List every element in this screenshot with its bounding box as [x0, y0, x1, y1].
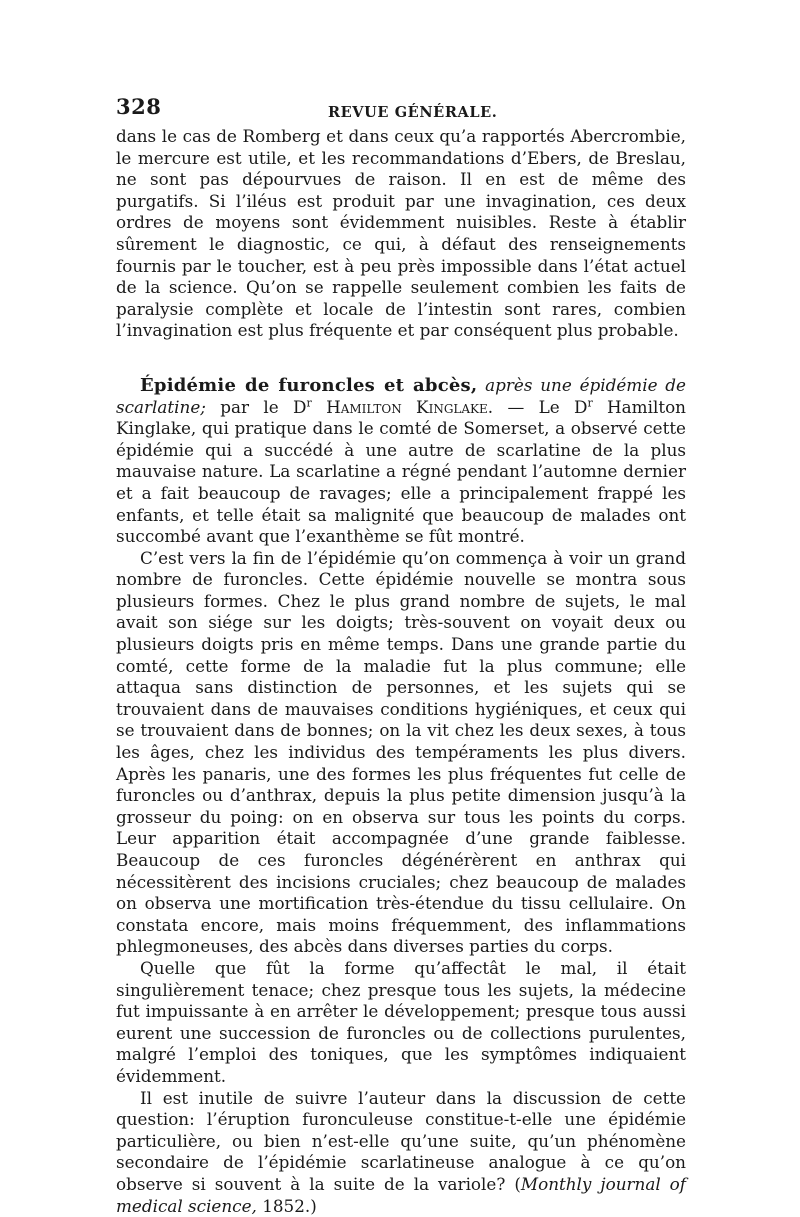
paragraph-continuation: dans le cas de Romberg et dans ceux qu’a rapportés Abercrombie, le mercure est utile, et les recommandations d’Ebers, de Breslau, ne sont pas dépourvues de raison. Il en est de même des purgatifs. Si l’iléus est produit par une invagination, ces deux ordres de moyens sont évidemment nuisibles. Reste à établir sûrement le diagnostic, ce qui, à défaut des renseignements fournis par le toucher, est à peu près impossible dans l’état actuel de la science. Qu’on se rappelle seulement combien les faits de paralysie complète et locale de l’intestin sont rares, combien l’invagination est plus fréquente et par conséquent plus probable. [116, 126, 686, 341]
page-body [116, 96, 686, 1217]
lead-dr-sup: r [587, 395, 593, 409]
paragraph-tenacity: Quelle que fût la forme qu’affectât le mal, il était singulièrement tenace; chez presque tous les sujets, la médecine fut impuissante à en arrêter le développement; presque tous aussi eurent une succession de furoncles ou de collections purulentes, malgré l’emploi des toniques, que les symptômes indiquaient évidemment. [116, 957, 686, 1086]
article-lead-text: Hamilton Kinglake, qui pratique dans le comté de Somerset, a observé cette épidémie qui a succédé à une autre de scarlatine de la plus mauvaise nature. La scarlatine a régné pendant l’automne dernier et a fait beaucoup de ravages; elle a principalement frappé les enfants, et telle était sa malignité que beaucoup de malades ont succombé avant que l’exanthème se fût montré. [116, 396, 686, 547]
running-title: REVUE GÉNÉRALE. [328, 104, 498, 121]
paragraph-conclusion [116, 1088, 686, 1217]
conclusion-text: Il est inutile de suivre l’auteur dans la discussion de cette question: l’éruption furonculeuse constitue-t-elle une épidémie particulière, ou bien n’est-elle qu’une suite, qu’un phénomène secondaire de l’épidémie scarlatineuse analogue à ce qu’on observe si souvent à la suite de la variole? [116, 1087, 686, 1194]
section-gap [116, 342, 686, 375]
lead-dr: Le D [538, 396, 588, 417]
byline-dr-sup: r [306, 395, 312, 409]
citation-journal: Monthly journal of medical science, [116, 1173, 687, 1216]
byline-prefix: par le D [220, 396, 307, 417]
article-title: Épidémie de furoncles et abcès, [140, 374, 478, 396]
em-dash: — [507, 396, 525, 417]
running-header [116, 96, 686, 126]
article-opening [116, 375, 686, 548]
author-name: Hamilton Kinglake. [326, 396, 494, 417]
page-number: 328 [116, 94, 162, 119]
paragraph-furoncles: C’est vers la fin de l’épidémie qu’on commença à voir un grand nombre de furoncles. Cette épidémie nouvelle se montra sous plusieurs formes. Chez le plus grand nombre de sujets, le mal avait son siége sur les doigts; très-souvent on voyait deux ou plusieurs doigts pris en même temps. Dans une grande partie du comté, cette forme de la maladie fut la plus commune; elle attaqua sans distinction de personnes, et les sujets qui se trouvaient dans de mauvaises conditions hygiéniques, et ceux qui se trouvaient dans de bonnes; on la vit chez les deux sexes, à tous les âges, chez les individus des tempéraments les plus divers. Après les panaris, une des formes les plus fréquentes fut celle de furoncles ou d’anthrax, depuis la plus petite dimension jusqu’à la grosseur du poing: on en observa sur tous les points du corps. Leur apparition était accompagnée d’une grande faiblesse. Beaucoup de ces furoncles dégénérèrent en anthrax qui nécessitèrent des incisions cruciales; chez beaucoup de malades on observa une mortification très-étendue du tissu cellulaire. On constata encore, mais moins fréquemment, des inflammations phlegmoneuses, des abcès dans diverses parties du corps. [116, 547, 686, 957]
citation-year: 1852.) [262, 1195, 317, 1216]
article-subtitle: après une épidémie de scarlatine; [116, 374, 686, 417]
citation-open: ( [514, 1173, 521, 1194]
